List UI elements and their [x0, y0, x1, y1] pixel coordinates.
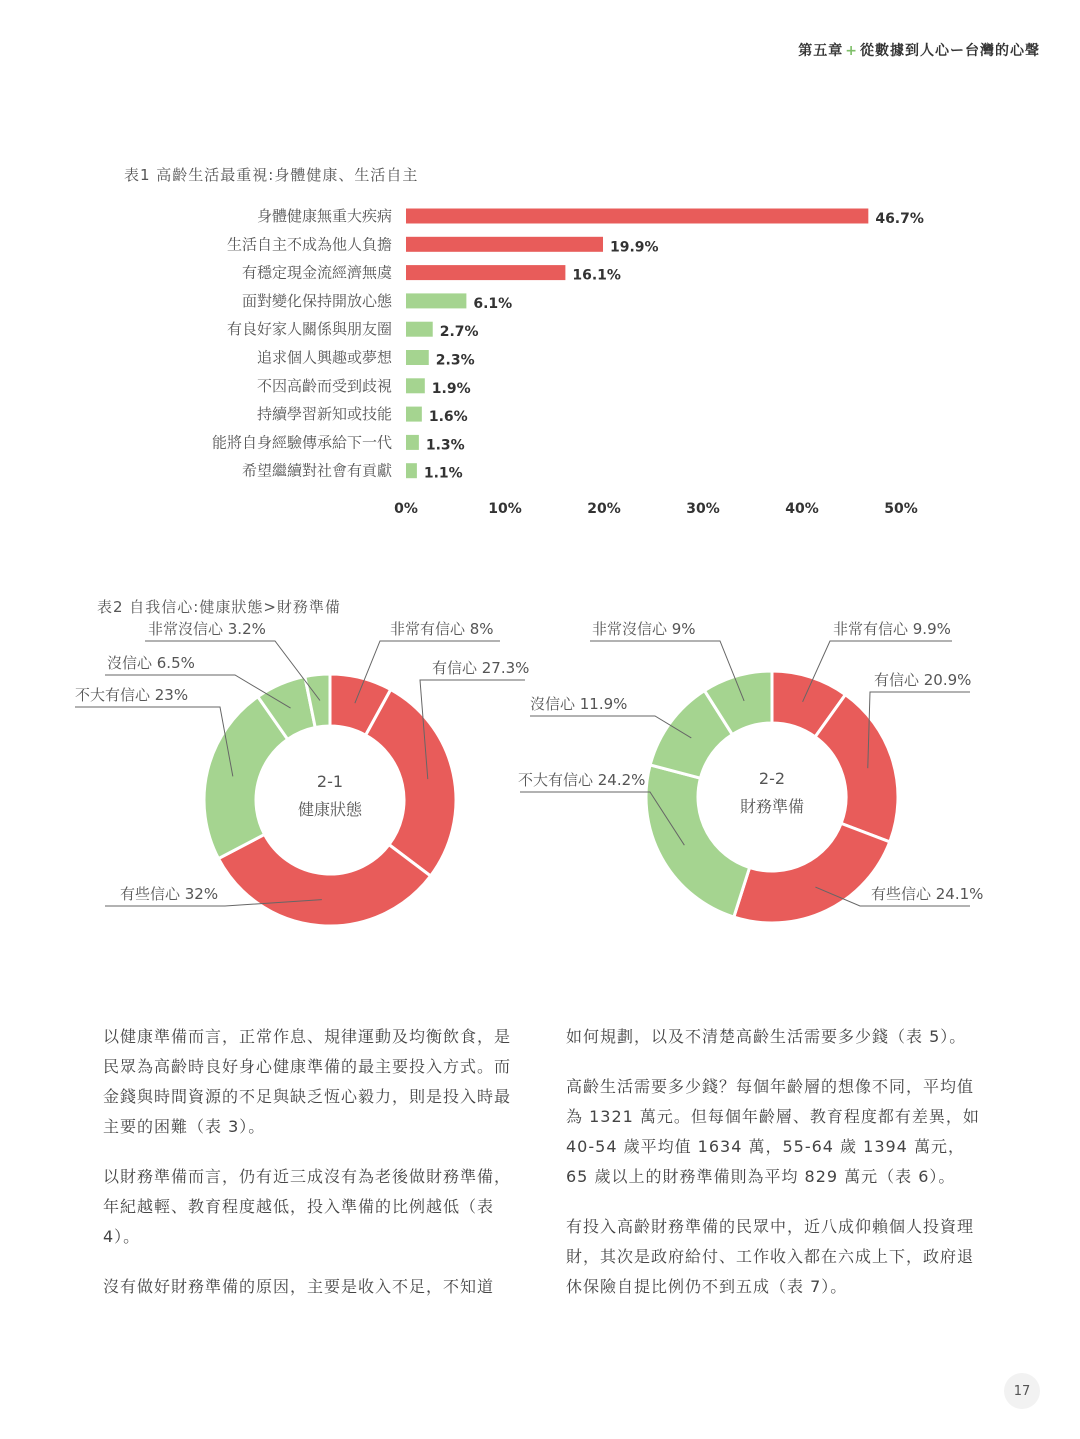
bar: [406, 265, 565, 280]
bar-value-label: 46.7%: [875, 211, 924, 227]
bar: [406, 435, 419, 450]
chapter-title: 從數據到人心ー台灣的心聲: [860, 43, 1040, 59]
x-tick-label: 40%: [785, 501, 819, 517]
plus-icon: +: [845, 43, 858, 59]
paragraph: 沒有做好財務準備的原因，主要是收入不足，不知道: [103, 1277, 495, 1296]
slice-label: 有些信心 32%: [120, 885, 219, 903]
bar-category-label: 追求個人興趣或夢想: [256, 348, 392, 367]
donut-center-number: 2-2: [758, 769, 786, 788]
body-column-right: [566, 1022, 986, 1322]
bar-value-label: 1.3%: [425, 437, 465, 454]
slice-label: 不大有信心 23%: [75, 686, 189, 704]
chart1-title: 表1 高齡生活最重視:身體健康、生活自主: [124, 166, 419, 184]
slice-label: 不大有信心 24.2%: [518, 771, 646, 789]
bar-value-label: 19.9%: [610, 239, 659, 256]
bar-category-label: 不因高齡而受到歧視: [256, 376, 392, 395]
bar-category-label: 生活自主不成為他人負擔: [226, 235, 392, 254]
bar-value-label: 1.6%: [428, 409, 468, 426]
bar-category-label: 能將自身經驗傳承給下一代: [211, 433, 392, 452]
slice-label: 非常有信心 8%: [390, 620, 494, 638]
bar-value-label: 16.1%: [572, 267, 621, 284]
slice-label: 沒信心 6.5%: [107, 654, 195, 672]
paragraph: 如何規劃，以及不清楚高齡生活需要多少錢（表 5）。: [566, 1027, 967, 1046]
bar: [406, 378, 425, 393]
donut-slice: [366, 690, 456, 876]
bar-value-label: 1.1%: [423, 465, 463, 482]
slice-label: 非常沒信心 3.2%: [148, 620, 266, 638]
bar-category-label: 持續學習新知或技能: [256, 405, 392, 424]
bar-value-label: 1.9%: [431, 380, 471, 397]
paragraph: 以財務準備而言，仍有近三成沒有為老後做財務準備，年紀越輕、教育程度越低，投入準備的比例越低（表 4）。: [103, 1167, 512, 1246]
slice-label: 非常沒信心 9%: [592, 620, 696, 638]
bar: [406, 407, 422, 422]
bar: [406, 293, 466, 308]
donut-slice: [646, 765, 750, 917]
x-tick-label: 10%: [488, 501, 522, 517]
paragraph: 有投入高齡財務準備的民眾中，近八成仰賴個人投資理財，其次是政府給付、工作收入都在六成上下，政府退休保險自提比例仍不到五成（表 7）。: [566, 1217, 975, 1296]
bar-category-label: 身體健康無重大疾病: [256, 207, 392, 225]
x-tick-label: 0%: [394, 501, 418, 517]
x-tick-label: 20%: [587, 501, 621, 517]
x-tick-label: 50%: [884, 501, 918, 517]
page-number: 17: [1004, 1373, 1040, 1409]
slice-label: 有些信心 24.1%: [871, 885, 984, 903]
bar-value-label: 2.7%: [439, 324, 479, 341]
bar-category-label: 面對變化保持開放心態: [241, 291, 392, 310]
paragraph: 以健康準備而言，正常作息、規律運動及均衡飲食，是民眾為高齡時良好身心健康準備的最主要投入方式。而金錢與時間資源的不足與缺乏恆心毅力，則是投入時最主要的困難（表 3）。: [103, 1027, 512, 1136]
bar-value-label: 6.1%: [473, 295, 513, 312]
donut-center-label: 健康狀態: [297, 800, 363, 819]
donut-center-number: 2-1: [316, 772, 344, 791]
body-column-left: [103, 1022, 523, 1322]
donut-center-label: 財務準備: [739, 797, 805, 816]
x-tick-label: 30%: [686, 501, 720, 517]
slice-label: 沒信心 11.9%: [530, 695, 628, 713]
bar: [406, 322, 433, 337]
slice-label: 有信心 20.9%: [874, 671, 972, 689]
bar: [406, 463, 417, 478]
chart2-title: 表2 自我信心:健康狀態>財務準備: [97, 598, 341, 616]
bar-category-label: 有穩定現金流經濟無虞: [241, 263, 392, 282]
donut-slice: [734, 823, 890, 923]
bar-category-label: 希望繼續對社會有貢獻: [241, 461, 392, 480]
bar: [406, 350, 429, 365]
paragraph: 高齡生活需要多少錢？每個年齡層的想像不同，平均值為 1321 萬元。但每個年齡層、教育程度都有差異，如 40-54 歲平均值 1634 萬，55-64 歲 1394 萬元，65 歲以上的財務準備則為平均 829 萬元（表 6）。: [566, 1077, 980, 1186]
bar: [406, 237, 603, 252]
slice-label: 有信心 27.3%: [432, 659, 530, 677]
slice-label: 非常有信心 9.9%: [833, 620, 951, 638]
chapter-number: 第五章: [798, 43, 844, 59]
bar-value-label: 2.3%: [435, 352, 475, 369]
bar: [406, 209, 868, 224]
bar-category-label: 有良好家人關係與朋友圈: [226, 320, 392, 339]
